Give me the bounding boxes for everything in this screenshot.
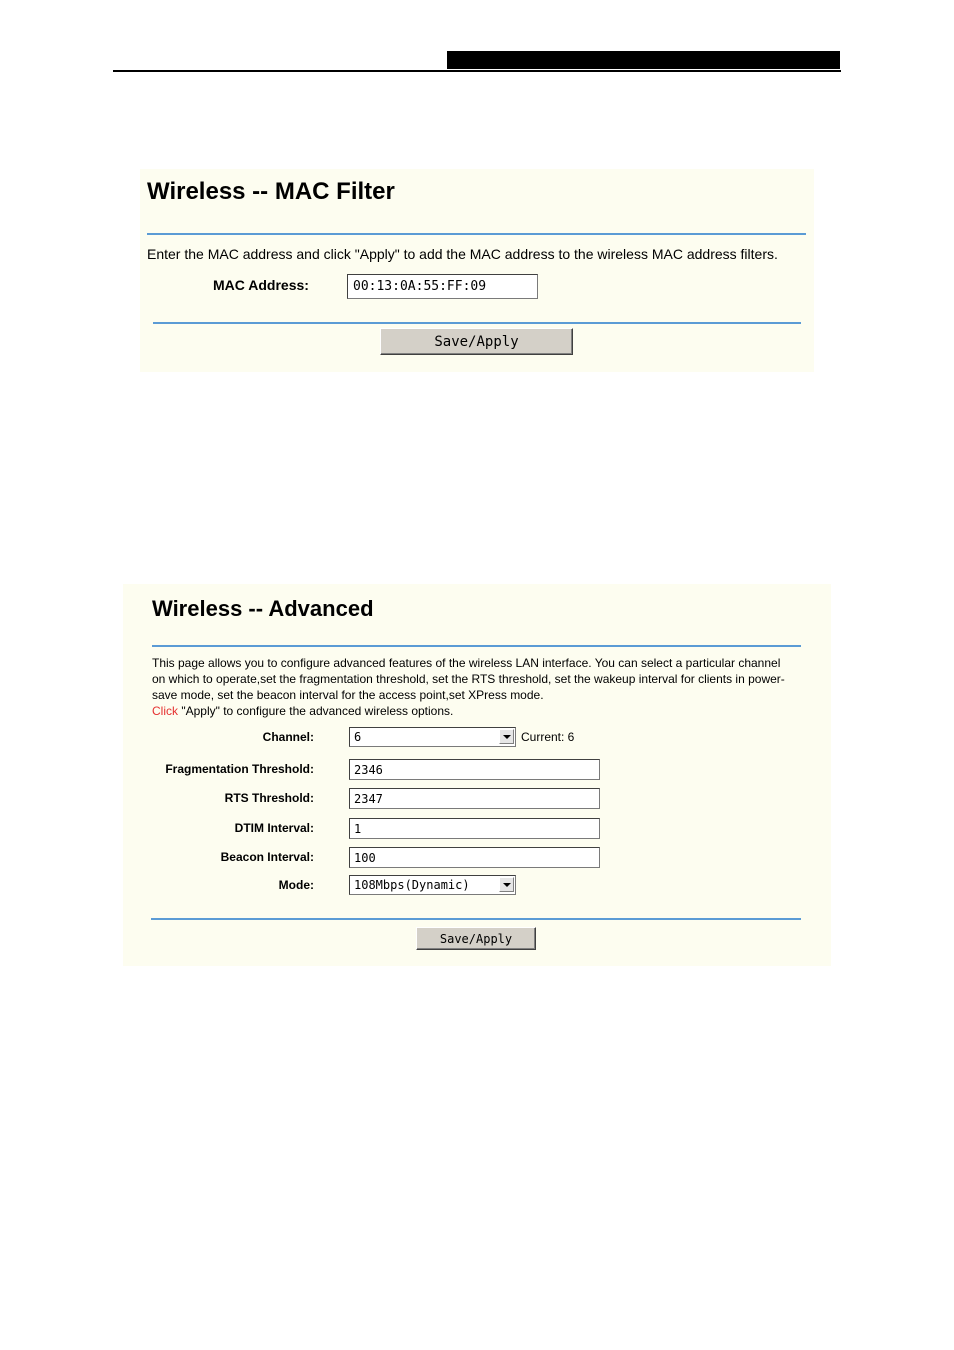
advanced-panel [123, 584, 831, 966]
advanced-top-rule [152, 645, 801, 647]
mode-value: 108Mbps(Dynamic) [354, 878, 470, 892]
channel-current: Current: 6 [521, 730, 575, 744]
mode-select[interactable] [349, 875, 516, 895]
dtim-interval-label: DTIM Interval: [234, 821, 314, 835]
header-rule [113, 70, 841, 72]
mac-filter-save-button[interactable]: Save/Apply [380, 328, 573, 355]
header-bar [447, 51, 840, 69]
frag-threshold-input[interactable] [349, 759, 600, 780]
mac-filter-description: Enter the MAC address and click "Apply" to add the MAC address to the wireless MAC address filters. [147, 246, 778, 262]
click-rest: "Apply" to configure the advanced wireless options. [181, 704, 454, 718]
advanced-description: This page allows you to configure advanced features of the wireless LAN interface. You can select a particular channel on which to operate,set the fragmentation threshold, set the RTS threshold, set the wakeup interval for clients in power-save mode, set the beacon interval for the access point,set XPress mode. [152, 656, 785, 702]
mac-address-input[interactable] [347, 274, 538, 299]
mac-filter-bottom-rule [153, 322, 801, 324]
mac-filter-top-rule [147, 233, 806, 235]
channel-label: Channel: [262, 730, 314, 744]
beacon-interval-label: Beacon Interval: [220, 850, 314, 864]
chevron-down-icon[interactable] [499, 729, 514, 744]
advanced-title: Wireless -- Advanced [152, 596, 374, 621]
beacon-interval-input[interactable] [349, 847, 600, 868]
mac-filter-title: Wireless -- MAC Filter [147, 178, 395, 205]
advanced-bottom-rule [151, 918, 801, 920]
chevron-down-icon[interactable] [499, 877, 514, 892]
dtim-interval-input[interactable] [349, 818, 600, 839]
click-word: Click [152, 704, 178, 718]
mac-filter-panel [140, 169, 814, 372]
advanced-save-button[interactable]: Save/Apply [416, 927, 536, 950]
channel-select[interactable] [349, 727, 516, 747]
frag-threshold-label: Fragmentation Threshold: [165, 762, 314, 776]
channel-value: 6 [354, 730, 362, 744]
rts-threshold-input[interactable] [349, 788, 600, 809]
mac-address-label: MAC Address: [213, 277, 309, 293]
rts-threshold-label: RTS Threshold: [224, 791, 314, 805]
mode-label: Mode: [278, 878, 314, 892]
advanced-click-line [152, 703, 792, 719]
